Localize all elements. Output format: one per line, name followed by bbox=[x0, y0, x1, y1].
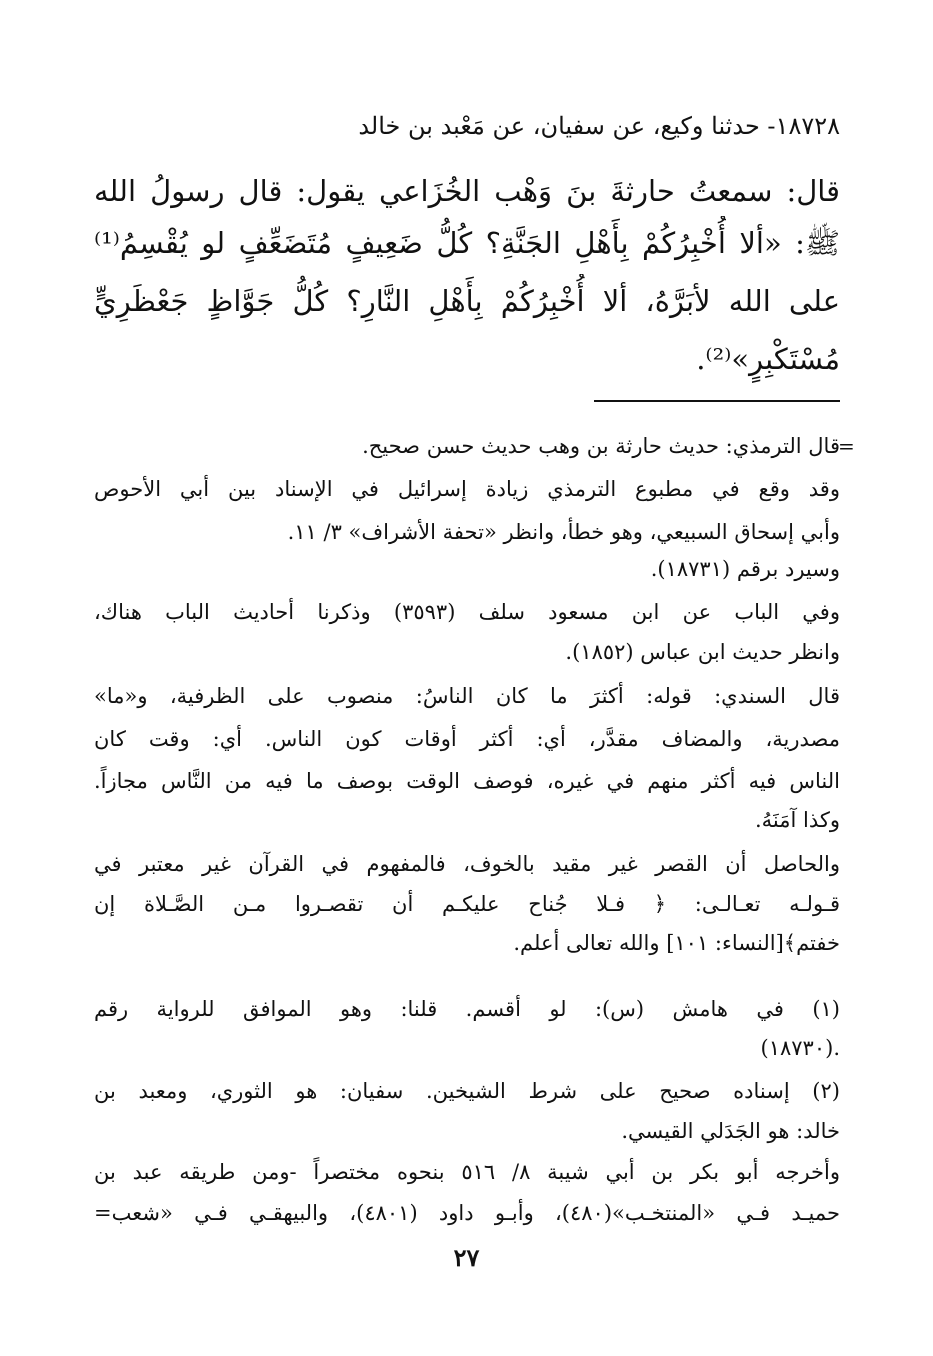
note-line: قال الترمذي: حديث حارثة بن وهب حديث حسن صحيح. bbox=[362, 434, 840, 458]
note-line: مصدرية، والمضاف مقدَّر، أي: أكثر أوقات كون الناس. أي: وقت كان bbox=[94, 727, 840, 751]
footnote-line: خالد: هو الجَدَلي القيسي. bbox=[621, 1119, 840, 1143]
hadith-text-line: قال: سمعتُ حارثةَ بنَ وَهْب الخُزَاعي يقول: قال رسولُ الله bbox=[94, 174, 840, 208]
hadith-number-line: ١٨٧٢٨- حدثنا وكيع، عن سفيان، عن مَعْبد بن خالد bbox=[358, 112, 840, 140]
note-line: خفتم﴾[النساء: ١٠١] والله تعالى أعلم. bbox=[513, 931, 840, 955]
footnote-separator bbox=[594, 400, 840, 402]
hadith-text-line: ﷺ: «ألا أُخْبِرُكُمْ بِأَهْلِ الجَنَّةِ؟ كُلُّ ضَعِيفٍ مُتَضَعِّفٍ لو يُقْسِمُ⁽¹⁾ bbox=[94, 226, 840, 260]
footnote-line: (٢) إسناده صحيح على شرط الشيخين. سفيان: هو الثوري، ومعبد بن bbox=[94, 1079, 840, 1103]
note-line: والحاصل أن القصر غير مقيد بالخوف، فالمفهوم في القرآن غير معتبر في bbox=[94, 852, 840, 876]
footnote-line: وأخرجه أبو بكر بن أبي شيبة ٨/ ٥١٦ بنحوه مختصراً -ومن طريقه عبد بن bbox=[94, 1160, 840, 1184]
footnote-line: حميـد فـي «المنتخـب»(٤٨٠)، وأبـو داود (٤٨٠١)، والبيهقـي فـي «شعب= bbox=[94, 1201, 840, 1225]
note-line: قـولـه تعـالـى: ﴿ فـلا جُناح عليكـم أن تقصـروا مـن الصَّـلاة إن bbox=[94, 892, 840, 916]
note-line: وانظر حديث ابن عباس (١٨٥٢). bbox=[565, 640, 840, 664]
note-line: وسيرد برقم (١٨٧٣١). bbox=[650, 557, 840, 581]
hadith-text-line: على الله لأبَرَّهُ، ألا أُخْبِرُكُمْ بِأَهْلِ النَّارِ؟ كُلُّ جَوَّاظٍ جَعْظَرِيٍّ bbox=[94, 284, 840, 318]
note-line: وأبي إسحاق السبيعي، وهو خطأ، وانظر «تحفة الأشراف» ٣/ ١١. bbox=[287, 520, 840, 544]
note-line: وكذا آمَنَهُ. bbox=[754, 808, 840, 832]
page-number: ٢٧ bbox=[453, 1243, 480, 1272]
note-line: الناس فيه أكثر منهم في غيره، فوصف الوقت بوصف ما فيه من النَّاس مجازاً. bbox=[94, 769, 840, 793]
note-line: قال السندي: قوله: أكثرَ ما كان الناسُ: منصوب على الظرفية، و«ما» bbox=[94, 684, 840, 708]
footnote-line: (١٨٧٣٠). bbox=[760, 1036, 840, 1060]
footnote-line: (١) في هامش (س): لو أقسم. قلنا: وهو الموافق للرواية رقم bbox=[94, 997, 840, 1021]
note-line: وفي الباب عن ابن مسعود سلف (٣٥٩٣) وذكرنا أحاديث الباب هناك، bbox=[94, 600, 840, 624]
continuation-mark: = bbox=[838, 434, 855, 458]
hadith-text-line: مُسْتَكْبِرٍ»⁽²⁾. bbox=[696, 342, 840, 376]
note-line: وقد وقع في مطبوع الترمذي زيادة إسرائيل في الإسناد بين أبي الأحوص bbox=[94, 477, 840, 501]
